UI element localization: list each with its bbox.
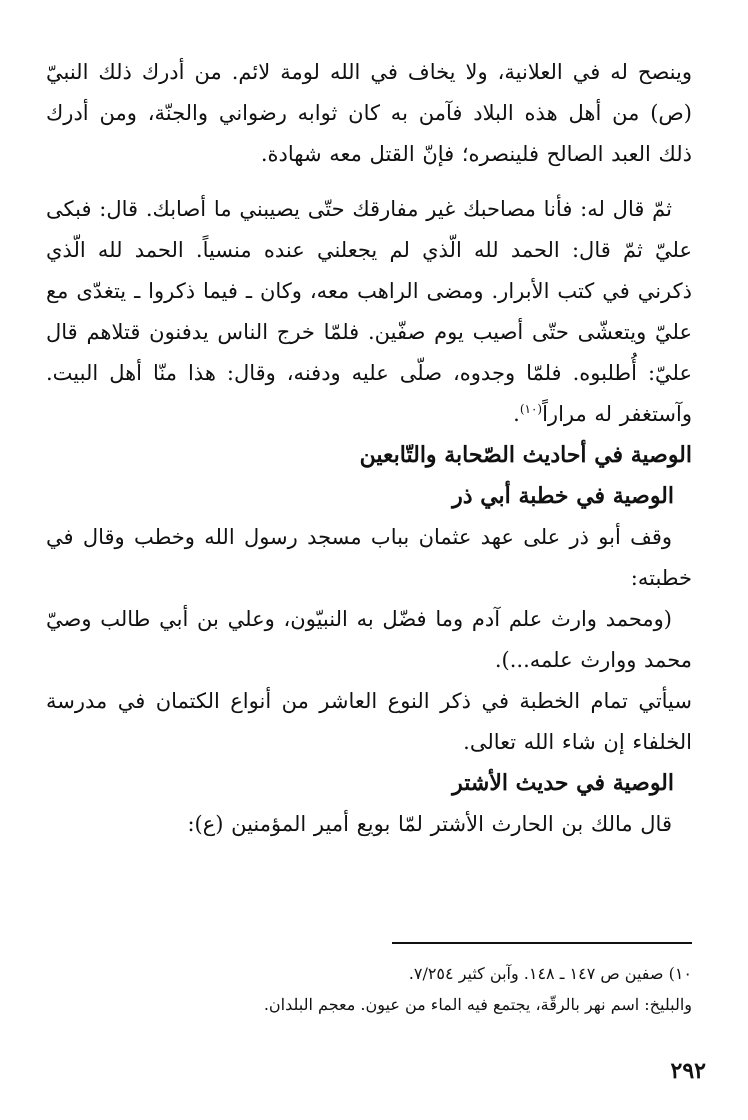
footnotes bbox=[46, 958, 692, 1020]
footnote-divider bbox=[392, 942, 692, 944]
paragraph-nasiha: وينصح له في العلانية، ولا يخاف في الله لومة لائم. من أدرك ذلك النبيّ (ص) من أهل هذه البلاد فآمن به كان ثوابه رضواني والجنّة، ومن أدرك ذلك العبد الصالح فلينصره؛ فإنّ القتل معه شهادة. bbox=[46, 60, 692, 166]
paragraph-ashtar: قال مالك بن الحارث الأشتر لمّا بويع أمير المؤمنين (ع): bbox=[187, 812, 672, 836]
paragraph-rahib-text: ثمّ قال له: فأنا مصاحبك غير مفارقك حتّى يصيبني ما أصابك. قال: فبكى عليّ ثمّ قال: الحمد لله الّذي لم يجعلني عنده منسياً. الحمد لله الّذي ذكرني في كتب الأبرار. ومضى الراهب معه، وكان ـ فيما ذكروا ـ يتغدّى مع عليّ ويتعشّى حتّى أصيب يوم صفّين. فلمّا خرج الناس يدفنون قتلاهم قال عليّ: أُطلبوه. فلمّا وجدوه، صلّى عليه ودفنه، وقال: هذا منّا أهل البيت. وآستغفر له مراراً bbox=[46, 197, 692, 426]
subheading-abu-dharr: الوصية في خطبة أبي ذر bbox=[452, 483, 674, 509]
paragraph-abu-dharr: وقف أبو ذر على عهد عثمان بباب مسجد رسول الله وخطب وقال في خطبته: bbox=[46, 525, 692, 590]
page-number: ٢٩٢ bbox=[670, 1058, 706, 1084]
paragraph-sayati: سيأتي تمام الخطبة في ذكر النوع العاشر من أنواع الكتمان في مدرسة الخلفاء إن شاء الله تعالى. bbox=[46, 689, 692, 754]
paragraph-rahib bbox=[46, 189, 692, 435]
paragraph-quote: (ومحمد وارث علم آدم وما فضّل به النبيّون، وعلي بن أبي طالب وصيّ محمد ووارث علمه...). bbox=[46, 607, 692, 672]
section-heading-sahaba: الوصية في أحاديث الصّحابة والتّابعين bbox=[359, 442, 692, 468]
paragraph-rahib-end: . bbox=[513, 402, 520, 426]
subheading-ashtar: الوصية في حديث الأشتر bbox=[452, 770, 674, 796]
footnote-balikh: والبليخ: اسم نهر بالرقّة، يجتمع فيه الماء من عيون. معجم البلدان. bbox=[263, 995, 692, 1014]
footnote-ref-10[interactable]: (١٠) bbox=[519, 402, 543, 416]
footnote-10: ١٠) صفين ص ١٤٧ ـ ١٤٨. وآبن كثير ٧/٢٥٤. bbox=[408, 964, 692, 983]
